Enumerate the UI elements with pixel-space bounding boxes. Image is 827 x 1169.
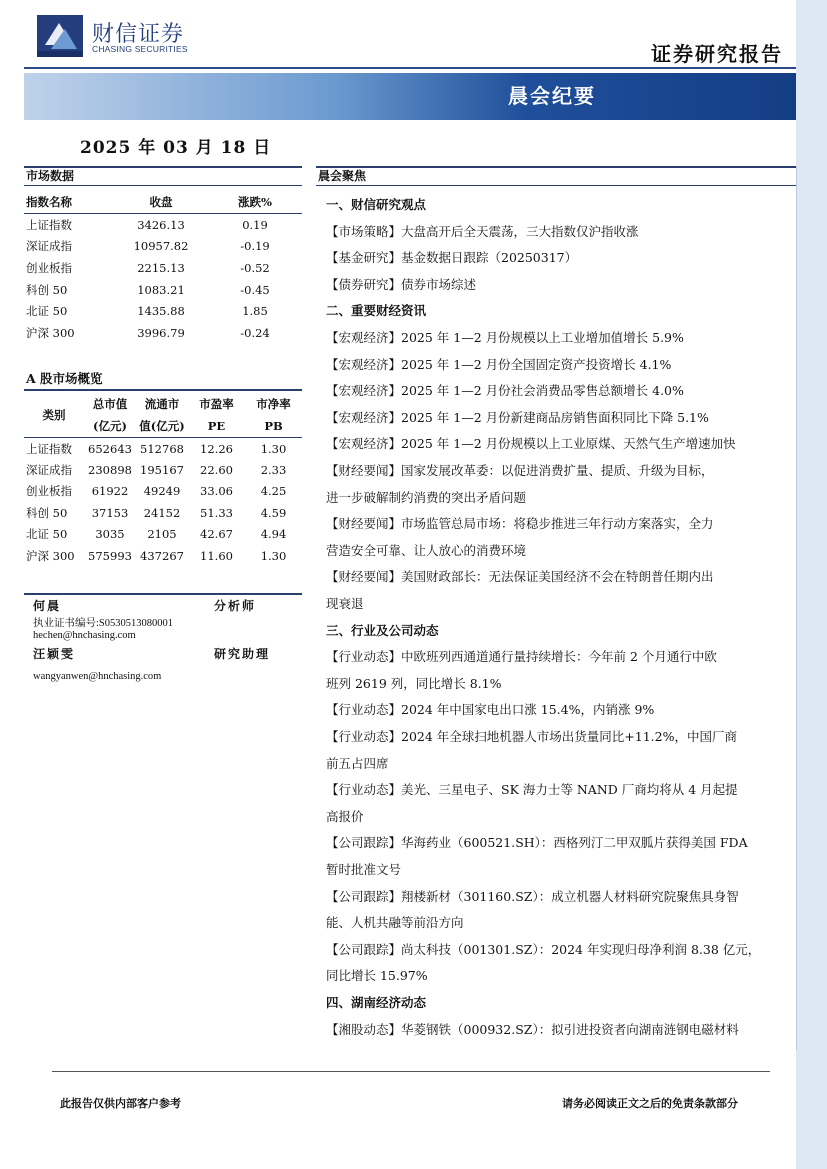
focus-item-line[interactable]: 同比增长 15.97%	[326, 968, 428, 984]
footer-right-note: 请务必阅读正文之后的免责条款部分	[562, 1097, 738, 1110]
a-share-title: A 股市场概览	[26, 371, 103, 386]
focus-item-line[interactable]: 进一步破解制约消费的突出矛盾问题	[326, 489, 527, 505]
total-mv: 230898	[88, 463, 132, 478]
change-value: -0.52	[240, 260, 270, 275]
index-name: 科创 50	[26, 282, 68, 297]
pe: 22.60	[200, 463, 233, 478]
table-row	[24, 545, 302, 566]
brand-name-cn: 财信证券	[92, 22, 185, 47]
pe: 51.33	[200, 505, 233, 520]
change-value: -0.45	[240, 282, 270, 297]
category: 上证指数	[26, 441, 72, 456]
table-row	[24, 236, 302, 258]
column-border	[796, 166, 797, 1050]
total-mv: 37153	[91, 505, 129, 520]
analyst-role-2: 研究助理	[214, 647, 271, 661]
analyst-email-1[interactable]: hechen@hnchasing.com	[33, 630, 136, 641]
focus-item-line[interactable]: 营造安全可靠、让人放心的消费环境	[326, 542, 527, 558]
category: 北证 50	[26, 527, 68, 542]
focus-title: 晨会聚焦	[318, 169, 367, 183]
total-mv: 652643	[88, 441, 132, 456]
market-data-title: 市场数据	[26, 169, 75, 183]
float-mv: 437267	[140, 548, 184, 563]
focus-section-heading: 一、财信研究观点	[326, 197, 427, 212]
table-row	[24, 214, 302, 236]
focus-item-line[interactable]: 班列 2619 列，同比增长 8.1%	[326, 675, 502, 691]
focus-item-line[interactable]: 【宏观经济】2025 年 1—2 月份新建商品房销售面积同比下降 5.1%	[326, 409, 709, 425]
col-index-name: 指数名称	[24, 190, 114, 214]
banner-title: 晨会纪要	[508, 84, 596, 108]
focus-item-line[interactable]: 现衰退	[326, 596, 364, 611]
index-name: 北证 50	[26, 304, 68, 319]
pe: 33.06	[200, 484, 233, 499]
col-category: 类别	[24, 393, 84, 438]
close-value: 1083.21	[137, 282, 185, 297]
focus-item-line[interactable]: 【行业动态】2024 年全球扫地机器人市场出货量同比+11.2%，中国厂商	[326, 729, 737, 744]
table-row	[24, 524, 302, 545]
market-data-table	[24, 190, 302, 344]
market-data-header	[24, 166, 302, 186]
focus-item-line[interactable]: 【宏观经济】2025 年 1—2 月份社会消费品零售总额增长 4.0%	[326, 383, 684, 399]
float-mv: 49249	[143, 484, 181, 499]
table-row	[24, 300, 302, 322]
pe: 11.60	[200, 548, 233, 563]
analyst-name-1: 何晨	[33, 599, 62, 613]
change-value: -0.24	[240, 325, 270, 340]
col-pe-unit: PE	[188, 415, 245, 438]
analyst-name-2: 汪颖雯	[33, 647, 76, 661]
focus-item-line[interactable]: 【宏观经济】2025 年 1—2 月份全国固定资产投资增长 4.1%	[326, 356, 672, 372]
focus-item-line[interactable]: 【湘股动态】华菱钢铁（000932.SZ）：拟引进投资者向湖南涟钢电磁材料	[326, 1021, 739, 1037]
col-pb: 市净率	[256, 397, 291, 411]
table-row	[24, 459, 302, 480]
pe: 42.67	[200, 527, 233, 542]
float-mv: 195167	[140, 463, 184, 478]
focus-item-line[interactable]: 【财经要闻】国家发展改革委：以促进消费扩量、提质、升级为目标，	[326, 463, 714, 478]
analyst-cert-1: 执业证书编号:S0530513080001	[33, 618, 174, 629]
table-row	[24, 279, 302, 301]
close-value: 2215.13	[137, 260, 185, 275]
focus-item-line[interactable]: 【公司跟踪】尚太科技（001301.SZ）：2024 年实现归母净利润 8.38 亿元，	[326, 941, 761, 957]
focus-item-line[interactable]: 【市场策略】大盘高开后全天震荡，三大指数仅沪指收涨	[326, 223, 639, 239]
focus-item-line[interactable]: 【行业动态】2024 年中国家电出口涨 15.4%，内销涨 9%	[326, 702, 655, 718]
focus-section-heading: 二、重要财经资讯	[326, 303, 427, 319]
document-type: 证券研究报告	[651, 42, 783, 66]
category: 深证成指	[26, 463, 72, 478]
brand-name-en: CHASING SECURITIES	[92, 44, 188, 54]
pb: 4.94	[260, 527, 287, 542]
col-change-pct: 涨跌%	[208, 190, 302, 214]
close-value: 10957.82	[133, 239, 189, 254]
col-float-mv: 流通市	[144, 397, 180, 411]
col-pb-unit: PB	[245, 415, 302, 438]
focus-item-line[interactable]: 【宏观经济】2025 年 1—2 月份规模以上工业原煤、天然气生产增速加快	[326, 436, 736, 452]
index-name: 创业板指	[26, 260, 72, 275]
table-row	[24, 481, 302, 502]
float-mv: 512768	[140, 441, 184, 456]
table-row	[24, 322, 302, 344]
focus-item-line[interactable]: 【公司跟踪】翔楼新材（301160.SZ）：成立机器人材料研究院聚焦具身智	[326, 888, 739, 904]
focus-item-line[interactable]: 暂时批准文号	[326, 862, 402, 877]
pb: 4.25	[260, 484, 287, 499]
pb: 1.30	[260, 441, 287, 456]
focus-item-line[interactable]: 能、人机共融等前沿方向	[326, 915, 464, 931]
focus-item-line[interactable]: 高报价	[326, 808, 364, 824]
close-value: 1435.88	[137, 304, 185, 319]
focus-item-line[interactable]: 【行业动态】美光、三星电子、SK 海力士等 NAND 厂商均将从 4 月起提	[326, 782, 738, 798]
total-mv: 3035	[95, 527, 125, 542]
category: 沪深 300	[26, 548, 75, 563]
close-value: 3426.13	[137, 217, 185, 232]
col-float-mv-unit: 值(亿元)	[136, 415, 188, 438]
focus-section-heading: 三、行业及公司动态	[326, 622, 439, 638]
focus-section-heading: 四、湖南经济动态	[326, 995, 427, 1010]
focus-item-line[interactable]: 【行业动态】中欧班列西通道通行量持续增长：今年前 2 个月通行中欧	[326, 649, 717, 665]
col-close: 收盘	[114, 190, 208, 214]
change-value: 1.85	[242, 304, 268, 319]
focus-item-line[interactable]: 【公司跟踪】华海药业（600521.SH）：西格列汀二甲双胍片获得美国 FDA	[326, 835, 748, 851]
change-value: -0.19	[240, 239, 270, 254]
total-mv: 61922	[91, 484, 129, 499]
focus-item-line[interactable]: 【财经要闻】市场监管总局市场：将稳步推进三年行动方案落实，全力	[326, 516, 714, 532]
focus-item-line[interactable]: 【宏观经济】2025 年 1—2 月份规模以上工业增加值增长 5.9%	[326, 330, 684, 345]
change-value: 0.19	[242, 217, 268, 232]
index-name: 上证指数	[26, 217, 72, 232]
focus-item-line[interactable]: 【债券研究】债券市场综述	[326, 276, 477, 292]
table-row	[24, 438, 302, 460]
focus-item-line[interactable]: 【基金研究】基金数据日跟踪（20250317）	[326, 250, 578, 266]
float-mv: 24152	[143, 505, 181, 520]
pb: 4.59	[260, 505, 287, 520]
report-date: 2025 年 03 月 18 日	[80, 138, 272, 158]
footer-left-note: 此报告仅供内部客户参考	[60, 1097, 181, 1110]
col-total-mv-unit: (亿元)	[84, 415, 136, 438]
analyst-role-1: 分析师	[214, 599, 257, 613]
focus-header	[316, 166, 796, 186]
footer-rule	[52, 1071, 770, 1072]
total-mv: 575993	[88, 548, 132, 563]
a-share-table	[24, 393, 302, 566]
category: 科创 50	[26, 505, 68, 520]
col-total-mv: 总市值	[92, 397, 128, 411]
close-value: 3996.79	[137, 325, 185, 340]
index-name: 深证成指	[26, 239, 72, 254]
analyst-email-2[interactable]: wangyanwen@hnchasing.com	[33, 671, 162, 682]
analyst-rule	[24, 593, 302, 595]
category: 创业板指	[26, 484, 72, 499]
table-row	[24, 502, 302, 523]
header-rule	[24, 67, 796, 69]
col-pe: 市盈率	[199, 397, 234, 411]
pe: 12.26	[200, 441, 233, 456]
table-row	[24, 257, 302, 279]
company-logo	[37, 15, 83, 57]
float-mv: 2105	[147, 527, 177, 542]
index-name: 沪深 300	[26, 325, 75, 340]
focus-item-line[interactable]: 前五占四席	[326, 755, 389, 771]
a-share-rule	[24, 389, 302, 391]
pb: 1.30	[260, 548, 287, 563]
pb: 2.33	[260, 463, 287, 478]
focus-item-line[interactable]: 【财经要闻】美国财政部长：无法保证美国经济不会在特朗普任期内出	[326, 569, 714, 585]
